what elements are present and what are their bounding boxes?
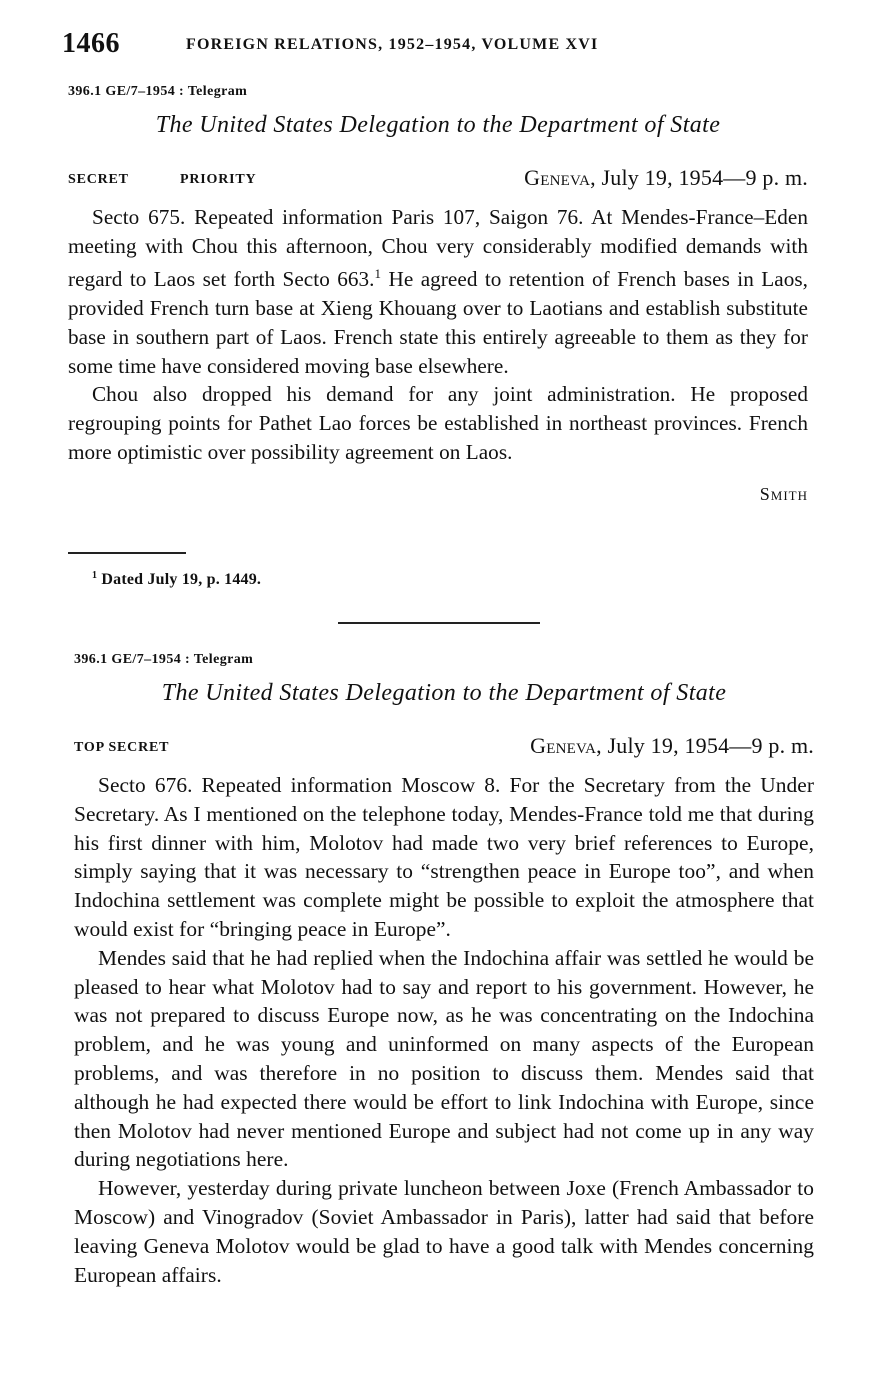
telegram-meta-row [74,733,814,765]
body-paragraph: Chou also dropped his demand for any joint administration. He proposed regrouping points for Pathet Lao forces be established in northeast provinces. French more optimistic over possibility agreement on Laos. [68,382,808,464]
footnote-reference: 1 [374,266,382,282]
dateline [530,733,814,759]
page-number: 1466 [62,28,120,59]
footnote-text: Dated July 19, p. 1449. [97,571,262,588]
priority-label: PRIORITY [180,172,257,187]
signature: Smith [759,484,808,505]
telegram-secto-675 [68,84,808,505]
document-title: The United States Delegation to the Department of State [155,112,721,138]
body-paragraph: Mendes said that he had replied when the Indochina affair was settled he would be pleased to hear what Molotov had to say and report to his government. However, he was not prepared to discuss Europe now, as he was concentrating on the Indochina problem, and he was young and uninformed on many aspects of the European problems, and was therefore in no position to discuss them. Mendes said that although he had expected there would be effort to link Indochina with Europe, since then Molotov had never mentioned Europe and subject had not come up in any way during negotiations here. [74,945,814,1172]
telegram-meta-row [68,165,808,197]
dateline [524,165,808,191]
file-reference: 396.1 GE/7–1954 : Telegram [68,84,248,99]
section-divider [338,622,540,624]
document-title: The United States Delegation to the Department of State [161,680,727,706]
classification-label: SECRET [68,172,129,187]
body-paragraph: However, yesterday during private luncheon between Joxe (French Ambassador to Moscow) and Vinogradov (Soviet Ambassador in Paris), latter had said that before leaving Geneva Molotov would be glad to have a good talk with Mendes concerning European affairs. [74,1176,814,1287]
telegram-secto-676 [74,652,814,1289]
body-paragraph: Secto 676. Repeated information Moscow 8. For the Secretary from the Under Secretary. As I mentioned on the telephone today, Mendes-France told me that during his first dinner with him, Molotov had made two very brief references to Europe, simply saying that it was necessary to “strengthen peace in Europe too”, and when Indochina settlement was complete might be possible to exploit the atmosphere that would exist for “bringing peace in Europe”. [74,773,814,941]
footnote-marker: 1 [92,570,98,581]
running-head [62,28,822,62]
paragraph-text-continued: He agreed to retention of French bases in Laos, provided French turn base at Xieng Khouang over to Laotians and establish substitute base in southern part of Laos. French state this entirely agreeable to them as they for some time have considered moving base elsewhere. [68,267,808,378]
dateline-date: , July 19, 1954—9 p. m. [596,733,814,758]
paragraph-text: Secto 675. Repeated information Paris 107, Saigon 76. At Mendes-France–Eden meeting with Chou this afternoon, Chou very considerably modified demands with regard to Laos set forth Secto 663. [68,205,808,292]
dateline-place: Geneva [524,165,591,190]
volume-title: FOREIGN RELATIONS, 1952–1954, VOLUME XVI [186,36,599,53]
file-reference: 396.1 GE/7–1954 : Telegram [74,652,254,667]
dateline-date: , July 19, 1954—9 p. m. [590,165,808,190]
footnote-divider [68,552,186,554]
footnote [92,570,261,589]
dateline-place: Geneva [530,733,597,758]
body-paragraph [68,203,808,380]
classification-label: TOP SECRET [74,740,170,755]
